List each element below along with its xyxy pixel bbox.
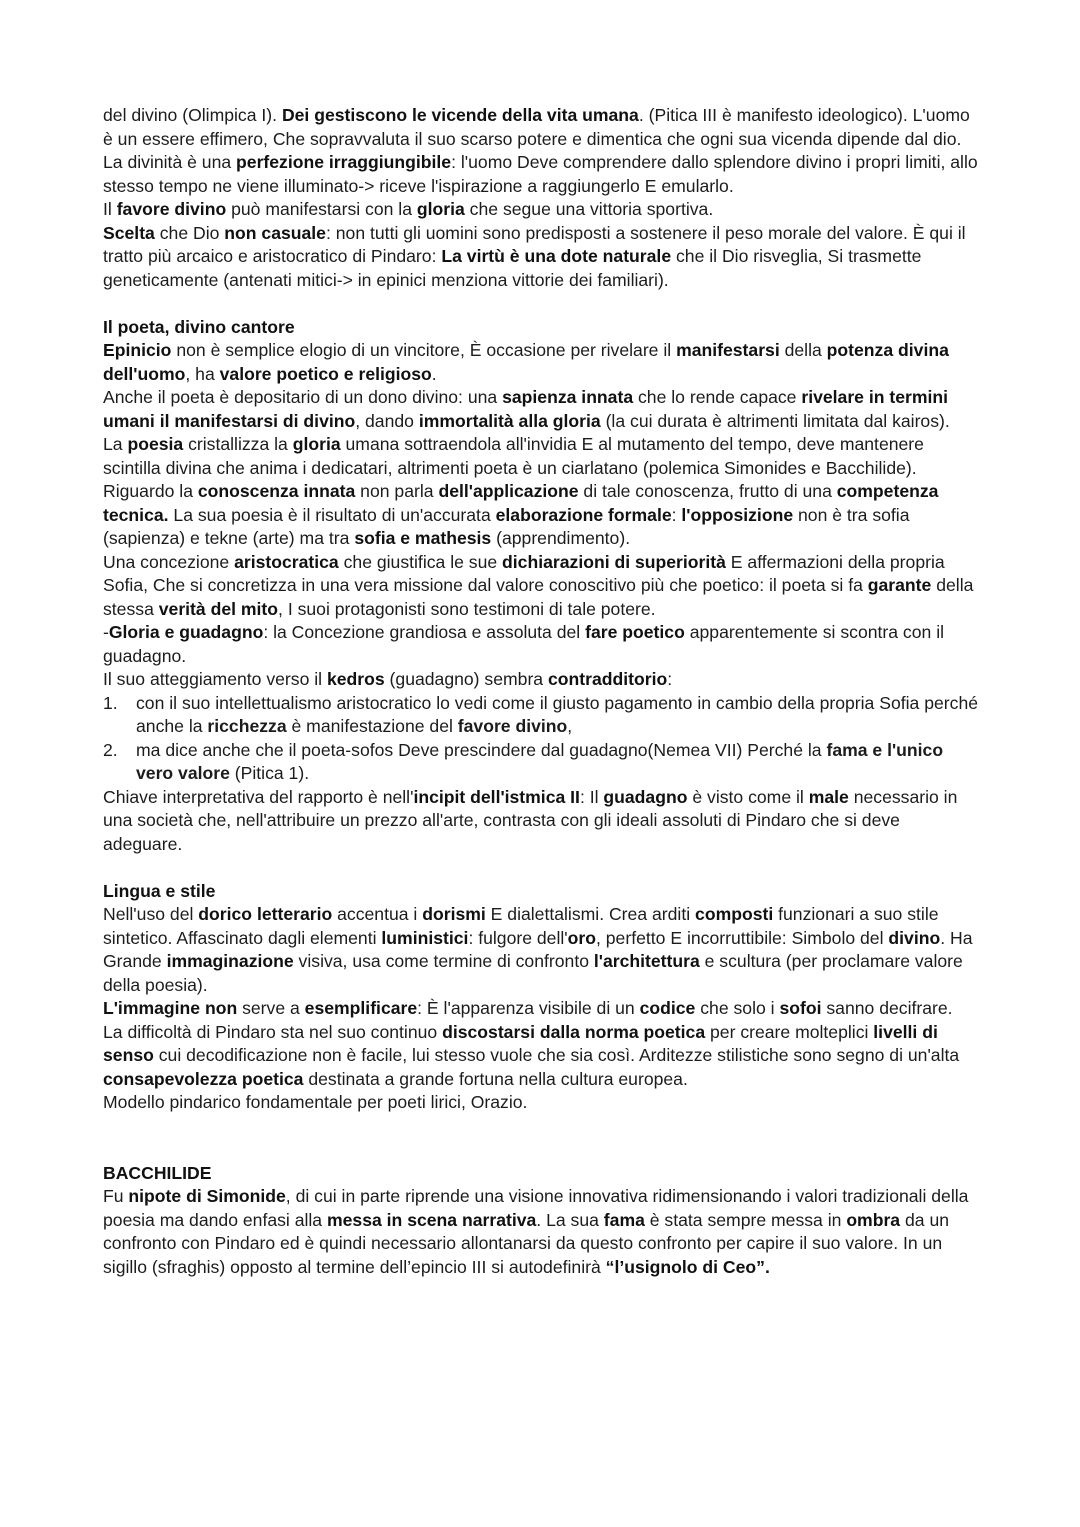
- bold-text: sofia e mathesis: [354, 528, 492, 548]
- bold-text: fama e l'unico vero valore: [136, 739, 944, 783]
- text-run: che Dio: [154, 222, 225, 243]
- bold-text: favore divino: [457, 716, 568, 736]
- text-run: (la cui durata è altrimenti limitata dal kairos).: [600, 410, 950, 431]
- text-run: :: [667, 669, 673, 689]
- bold-text: composti: [695, 904, 774, 924]
- kedros-list: [103, 692, 983, 786]
- text-run: è stata sempre messa in: [644, 1209, 847, 1230]
- bold-text: contradditorio: [547, 669, 668, 689]
- text-run: (Pitica 1).: [229, 763, 310, 783]
- bacchilide-section: [103, 1185, 983, 1279]
- paragraph: [103, 104, 983, 151]
- list-item: [103, 692, 983, 739]
- bold-text: L'immagine non: [103, 998, 238, 1018]
- bold-text: potenza divina dell'uomo: [103, 340, 949, 384]
- list-item: [103, 739, 983, 786]
- paragraph: [103, 1091, 983, 1115]
- bold-text: codice: [639, 998, 696, 1018]
- document-page: [103, 104, 983, 1279]
- text-run: cui decodificazione non è facile, lui stesso vuole che sia così. Arditezze stilistiche sono segno di un'alta: [153, 1045, 960, 1065]
- bold-text: esemplificare: [304, 998, 418, 1018]
- chiave-section: [103, 786, 983, 857]
- intro-section: [103, 104, 983, 292]
- bold-text: immortalità alla gloria: [418, 410, 601, 431]
- text-run: accentua i: [332, 904, 423, 924]
- text-run: . La sua: [536, 1209, 604, 1230]
- text-run: che il Dio risveglia, Si trasmette geneticamente (antenati mitici-> in epinici menziona vittorie dei familiari).: [103, 246, 922, 290]
- list-number: 1.: [103, 692, 118, 713]
- text-run: necessario in una società che, nell'attribuire un prezzo all'arte, contrasta con gli ideali assoluti di Pindaro che si deve adeguare.: [103, 786, 958, 854]
- bold-text: divino: [888, 927, 941, 948]
- text-run: La sua poesia è il risultato di un'accurata: [168, 504, 496, 525]
- bold-text: conoscenza innata: [197, 481, 356, 501]
- text-run: La divinità è una: [103, 152, 237, 172]
- bold-text: manifestarsi: [676, 340, 780, 360]
- bold-text: poesia: [127, 434, 184, 454]
- text-run: Modello pindarico fondamentale per poeti lirici, Orazio.: [103, 1092, 528, 1112]
- text-run: E dialettalismi. Crea arditi: [485, 904, 696, 924]
- text-run: che solo i: [695, 998, 780, 1018]
- bold-text: verità del mito: [158, 598, 279, 619]
- section-heading-bacchilide: BACCHILIDE: [103, 1162, 212, 1183]
- text-run: Fu: [103, 1186, 129, 1206]
- text-run: non è tra sofia (sapienza) e tekne (arte) ma tra: [103, 504, 910, 548]
- paragraph: [103, 151, 983, 198]
- bold-text: garante: [867, 575, 932, 595]
- bold-text: male: [808, 786, 849, 807]
- text-run: , di cui in parte riprende una visione innovativa ridimensionando i valori tradizionali della poesia ma dando enfasi alla: [103, 1186, 969, 1230]
- section-heading-poeta: Il poeta, divino cantore: [103, 316, 295, 337]
- bold-text: dorico letterario: [198, 904, 333, 924]
- text-run: non è semplice elogio di un vincitore, È occasione per rivelare il: [171, 340, 677, 360]
- text-run: :: [671, 504, 682, 525]
- section-heading-lingua: Lingua e stile: [103, 880, 216, 901]
- text-run: (guadagno) sembra: [384, 669, 548, 689]
- text-run: : fulgore dell': [468, 927, 568, 948]
- text-run: : È l'apparenza visibile di un: [417, 998, 640, 1018]
- bold-text: kedros: [326, 669, 385, 689]
- text-run: Riguardo la: [103, 481, 198, 501]
- text-run: ma dice anche che il poeta-sofos Deve prescindere dal guadagno(Nemea VII) Perché la: [136, 739, 827, 760]
- paragraph: [103, 433, 983, 480]
- bold-text: consapevolezza poetica: [103, 1068, 304, 1089]
- bold-text: oro: [567, 927, 596, 948]
- text-run: -: [103, 622, 109, 642]
- bold-text: fama: [603, 1209, 645, 1230]
- bold-text: discostarsi dalla norma poetica: [442, 1021, 706, 1042]
- text-run: Nell'uso del: [103, 904, 199, 924]
- bold-text: perfezione irraggiungibile: [236, 152, 452, 172]
- paragraph: [103, 551, 983, 622]
- text-run: della: [779, 340, 827, 360]
- paragraph: [103, 621, 983, 668]
- bold-text: immaginazione: [166, 951, 294, 971]
- bold-text: rivelare in termini umani il manifestarsi di divino: [103, 387, 949, 431]
- paragraph: [103, 997, 983, 1021]
- text-run: Una concezione: [103, 551, 235, 572]
- bold-text: messa in scena narrativa: [327, 1209, 537, 1230]
- text-run: : non tutti gli uomini sono predisposti a sostenere il peso morale del valore. È qui il tratto più arcaico e aristocratico di Pindaro:: [103, 222, 966, 266]
- paragraph: [103, 1185, 983, 1279]
- text-run: : la Concezione grandiosa e assoluta del: [263, 622, 586, 642]
- bold-text: ombra: [846, 1209, 901, 1230]
- text-run: Il: [103, 199, 117, 219]
- bold-text: sofoi: [779, 998, 822, 1018]
- bold-text: “l’usignolo di Ceo”.: [605, 1256, 770, 1277]
- text-run: Anche il poeta è depositario di un dono divino: una: [103, 387, 503, 407]
- paragraph: [103, 668, 983, 692]
- text-run: è visto come il: [687, 786, 809, 807]
- bold-text: Epinicio: [103, 340, 172, 360]
- text-run: : Il: [579, 786, 604, 807]
- paragraph: [103, 386, 983, 433]
- bold-text: elaborazione formale: [495, 504, 672, 525]
- bold-text: Scelta: [103, 222, 155, 243]
- text-run: cristallizza la: [183, 434, 293, 454]
- paragraph: [103, 786, 983, 857]
- text-run: con il suo intellettualismo aristocratico lo vedi come il giusto pagamento in cambio della propria Sofia perché anche la: [136, 692, 979, 736]
- bold-text: sapienza innata: [502, 387, 634, 407]
- text-run: della stessa: [103, 575, 974, 619]
- text-run: : l'uomo Deve comprendere dallo splendore divino i propri limiti, allo stesso tempo ne viene illuminato-> riceve l'ispirazione a raggiungerlo E emularlo.: [103, 152, 978, 196]
- text-run: La: [103, 434, 128, 454]
- text-run: Il suo atteggiamento verso il: [103, 669, 327, 689]
- text-run: , ha: [185, 363, 220, 384]
- bold-text: nipote di Simonide: [128, 1186, 286, 1206]
- paragraph: [103, 903, 983, 997]
- text-run: destinata a grande fortuna nella cultura europea.: [303, 1068, 688, 1089]
- text-run: che lo rende capace: [633, 387, 802, 407]
- text-run: non parla: [355, 481, 439, 501]
- bold-text: gloria: [292, 434, 341, 454]
- lingua-section: [103, 903, 983, 1115]
- bold-text: gloria: [416, 199, 465, 219]
- text-run: funzionari a suo stile sintetico. Affascinato dagli elementi: [103, 904, 939, 948]
- text-run: per creare molteplici: [705, 1021, 874, 1042]
- bold-text: dorismi: [422, 904, 486, 924]
- text-run: di tale conoscenza, frutto di una: [578, 481, 837, 501]
- text-run: ,: [567, 716, 573, 736]
- text-run: può manifestarsi con la: [226, 199, 417, 219]
- bold-text: dell'applicazione: [438, 481, 579, 501]
- bold-text: aristocratica: [234, 551, 339, 572]
- text-run: , dando: [355, 410, 419, 431]
- bold-text: livelli di senso: [103, 1021, 938, 1065]
- bold-text: guadagno: [603, 786, 688, 807]
- bold-text: l'opposizione: [681, 504, 794, 525]
- paragraph: [103, 480, 983, 551]
- bold-text: Gloria e guadagno: [108, 622, 264, 642]
- text-run: umana sottraendola all'invidia E al mutamento del tempo, deve mantenere scintilla divina che anima i dedicatari, altrimenti poeta è un ciarlatano (polemica Simonides e Bacchilide).: [103, 434, 924, 478]
- text-run: . Ha Grande: [103, 927, 973, 971]
- bold-text: Dei gestiscono le vicende della vita umana: [281, 105, 639, 125]
- bold-text: ricchezza: [207, 716, 287, 736]
- text-run: , perfetto E incorruttibile: Simbolo del: [596, 927, 889, 948]
- bold-text: valore poetico e religioso: [219, 363, 432, 384]
- bold-text: luministici: [381, 927, 469, 948]
- text-run: (apprendimento).: [491, 528, 631, 548]
- text-run: La difficoltà di Pindaro sta nel suo continuo: [103, 1021, 443, 1042]
- bold-text: non casuale: [224, 222, 326, 243]
- text-run: sanno decifrare.: [821, 998, 953, 1018]
- bold-text: incipit dell'istmica II: [413, 786, 580, 807]
- bold-text: fare poetico: [585, 622, 685, 642]
- text-run: del divino (Olimpica I).: [103, 105, 282, 125]
- list-number: 2.: [103, 739, 118, 760]
- text-run: serve a: [237, 998, 305, 1018]
- text-run: e scultura (per proclamare valore della poesia).: [103, 951, 963, 995]
- text-run: E affermazioni della propria Sofia, Che si concretizza in una vera missione dal valore conoscitivo più che poetico: il poeta si fa: [103, 551, 945, 595]
- paragraph: [103, 198, 983, 222]
- bold-text: competenza tecnica.: [103, 481, 939, 525]
- text-run: . (Pitica III è manifesto ideologico). L'uomo è un essere effimero, Che sopravvaluta il suo scarso potere e dimentica che ogni sua vicenda dipende dal dio.: [103, 105, 970, 149]
- bold-text: dichiarazioni di superiorità: [502, 551, 726, 572]
- text-run: che segue una vittoria sportiva.: [464, 199, 714, 219]
- text-run: , I suoi protagonisti sono testimoni di tale potere.: [278, 598, 656, 619]
- poeta-section: [103, 339, 983, 692]
- text-run: che giustifica le sue: [338, 551, 503, 572]
- bold-text: l'architettura: [593, 951, 700, 971]
- paragraph: [103, 339, 983, 386]
- text-run: apparentemente si scontra con il guadagno.: [103, 622, 945, 666]
- text-run: visiva, usa come termine di confronto: [293, 951, 594, 971]
- bold-text: La virtù è una dote naturale: [441, 246, 672, 266]
- paragraph: [103, 1021, 983, 1092]
- text-run: Chiave interpretativa del rapporto è nell': [103, 786, 414, 807]
- text-run: è manifestazione del: [286, 716, 458, 736]
- bold-text: favore divino: [116, 199, 227, 219]
- text-run: .: [431, 363, 437, 384]
- paragraph: [103, 222, 983, 293]
- text-run: da un confronto con Pindaro ed è quindi necessario allontanarsi da questo confronto per capire il suo valore. In un sigillo (sfraghis) opposto al termine dell’epincio III si autodefinirà: [103, 1209, 950, 1277]
